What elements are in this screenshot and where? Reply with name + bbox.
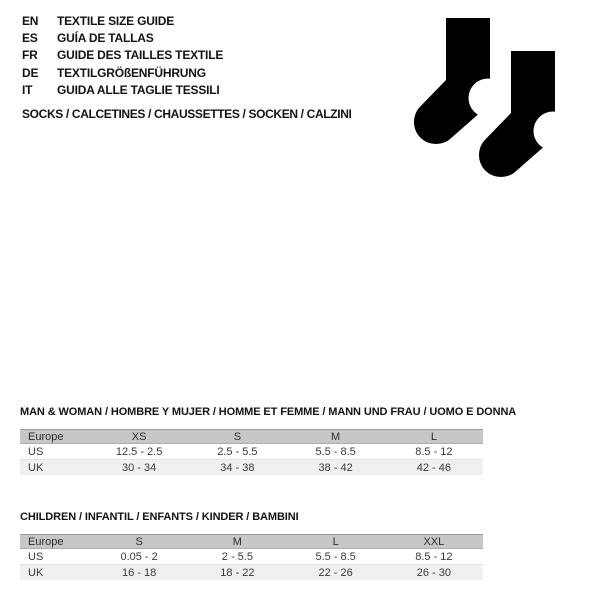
table-title: MAN & WOMAN / HOMBRE Y MUJER / HOMME ET FEMME / MANN UND FRAU / UOMO E DONNA	[20, 406, 517, 418]
language-label: TEXTILE SIZE GUIDE	[57, 14, 175, 28]
column-header: XS	[90, 430, 188, 444]
language-code: FR	[22, 48, 38, 63]
language-code: ES	[22, 31, 38, 46]
language-list	[22, 13, 223, 99]
size-cell: 18 - 22	[188, 565, 286, 581]
children-size-table	[20, 534, 483, 580]
socks-icon	[400, 10, 580, 185]
language-code: EN	[22, 14, 39, 28]
size-cell: 38 - 42	[287, 460, 385, 476]
size-cell: 0.05 - 2	[90, 549, 188, 565]
adult-size-table	[20, 429, 483, 475]
language-row	[22, 30, 223, 47]
language-label: TEXTILGRÖßENFÜHRUNG	[57, 65, 206, 80]
table-header-row	[20, 430, 483, 444]
size-cell: 30 - 34	[90, 460, 188, 476]
size-cell: 42 - 46	[385, 460, 483, 476]
column-header: L	[287, 535, 385, 549]
table-row	[20, 549, 483, 565]
size-cell: 8.5 - 12	[385, 444, 483, 460]
column-header: M	[287, 430, 385, 444]
size-cell: 34 - 38	[188, 460, 286, 476]
product-heading: SOCKS / CALCETINES / CHAUSSETTES / SOCKEN / CALZINI	[22, 107, 352, 121]
row-label: US	[20, 444, 90, 460]
column-header: XXL	[385, 535, 483, 549]
table-row	[20, 565, 483, 581]
size-cell: 26 - 30	[385, 565, 483, 581]
size-cell: 2.5 - 5.5	[188, 444, 286, 460]
table-header-row	[20, 535, 483, 549]
size-cell: 5.5 - 8.5	[287, 549, 385, 565]
language-row	[22, 65, 223, 82]
size-cell: 16 - 18	[90, 565, 188, 581]
size-cell: 2 - 5.5	[188, 549, 286, 565]
column-header: S	[90, 535, 188, 549]
language-row	[22, 13, 223, 30]
column-header: Europe	[20, 430, 90, 444]
language-label: GUÍA DE TALLAS	[57, 31, 154, 46]
column-header: S	[188, 430, 286, 444]
language-row	[22, 47, 223, 64]
size-table-children	[20, 510, 483, 580]
size-table-adult	[20, 405, 517, 475]
size-cell: 12.5 - 2.5	[90, 444, 188, 460]
size-cell: 22 - 26	[287, 565, 385, 581]
language-label: GUIDE DES TAILLES TEXTILE	[57, 48, 224, 63]
column-header: L	[385, 430, 483, 444]
column-header: Europe	[20, 535, 90, 549]
size-cell: 8.5 - 12	[385, 549, 483, 565]
row-label: US	[20, 549, 90, 565]
language-code: DE	[22, 65, 39, 80]
table-row	[20, 444, 483, 460]
table-title: CHILDREN / INFANTIL / ENFANTS / KINDER / BAMBINI	[20, 511, 299, 523]
column-header: M	[188, 535, 286, 549]
table-row	[20, 460, 483, 476]
language-code: IT	[22, 82, 33, 97]
language-row	[22, 82, 223, 99]
row-label: UK	[20, 565, 90, 581]
row-label: UK	[20, 460, 90, 476]
size-cell: 5.5 - 8.5	[287, 444, 385, 460]
language-label: GUIDA ALLE TAGLIE TESSILI	[57, 82, 220, 97]
